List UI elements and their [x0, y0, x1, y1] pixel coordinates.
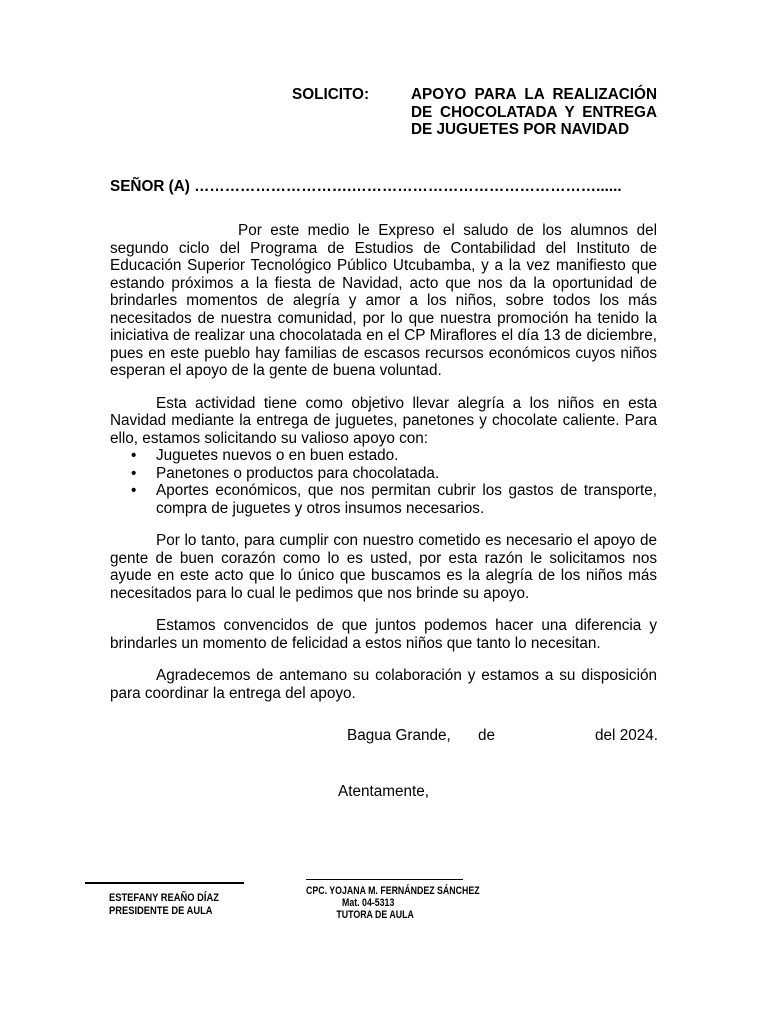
- signature-block-right: [306, 885, 480, 921]
- closing: Atentamente,: [338, 783, 429, 800]
- signature-line-left: [85, 882, 244, 884]
- signer-registration-right: Mat. 04-5313: [342, 897, 395, 909]
- addressee-line: SEÑOR (A) ………………………….…………………………………………......: [110, 178, 622, 195]
- solicito-label: SOLICITO:: [292, 86, 370, 103]
- date-place: Bagua Grande,: [347, 727, 451, 744]
- bullet-icon: •: [131, 482, 137, 499]
- date-de: de: [478, 727, 496, 744]
- paragraph-conviction: Estamos convencidos de que juntos podemos hacer una diferencia y brindarles un momento de felicidad a estos niños que tanto lo necesitan.: [110, 617, 657, 652]
- bullet-icon: •: [131, 447, 137, 464]
- list-item: [110, 465, 657, 483]
- signature-block-left: [109, 892, 219, 918]
- date-year: del 2024.: [595, 727, 658, 744]
- signer-name-right: CPC. YOJANA M. FERNÁNDEZ SÁNCHEZ: [306, 885, 480, 897]
- signer-role-left: PRESIDENTE DE AULA: [109, 905, 213, 917]
- date-line: [347, 727, 658, 747]
- signer-role-right: TUTORA DE AULA: [336, 909, 414, 921]
- support-list: [110, 447, 657, 517]
- bullet-icon: •: [131, 464, 137, 482]
- letter-body: [110, 222, 657, 702]
- paragraph-request: Por lo tanto, para cumplir con nuestro cometido es necesario el apoyo de gente de buen corazón como lo es usted, por esta razón le solicitamos nos ayude en este acto que lo único que buscamos es la alegría de los niños más necesitados para lo cual le pedimos que nos brinde su apoyo.: [110, 532, 657, 602]
- paragraph-intro: Por este medio le Expreso el saludo de los alumnos del segundo ciclo del Programa de Estudios de Contabilidad del Instituto de Educación Superior Tecnológico Público Utcubamba, y a la vez manifiesto que estando próximos a la fiesta de Navidad, acto que nos da la oportunidad de brindarles momentos de alegría y amor a los niños, sobre todos los más necesitados de nuestra comunidad, por lo que nuestra promoción ha tenido la iniciativa de realizar una chocolatada en el CP Miraflores el día 13 de diciembre, pues en este pueblo hay familias de escasos recursos económicos cuyos niños esperan el apoyo de la gente de buena voluntad.: [110, 222, 657, 379]
- list-item: [110, 447, 657, 465]
- signer-name-left: ESTEFANY REAÑO DÍAZ: [109, 892, 219, 904]
- list-item: [110, 482, 657, 517]
- solicito-subject: APOYO PARA LA REALIZACIÓN DE CHOCOLATADA Y ENTREGA DE JUGUETES POR NAVIDAD: [411, 86, 657, 138]
- list-item-text: Aportes económicos, que nos permitan cubrir los gastos de transporte, compra de juguetes y otros insumos necesarios.: [156, 482, 657, 517]
- paragraph-objective: Esta actividad tiene como objetivo llevar alegría a los niños en esta Navidad mediante la entrega de juguetes, panetones y chocolate caliente. Para ello, estamos solicitando su valioso apoyo con:: [110, 394, 657, 447]
- list-item-text: Panetones o productos para chocolatada.: [156, 464, 440, 482]
- signature-line-right: [306, 879, 463, 880]
- paragraph-thanks: Agradecemos de antemano su colaboración y estamos a su disposición para coordinar la entrega del apoyo.: [110, 667, 657, 702]
- list-item-text: Juguetes nuevos o en buen estado.: [156, 447, 399, 464]
